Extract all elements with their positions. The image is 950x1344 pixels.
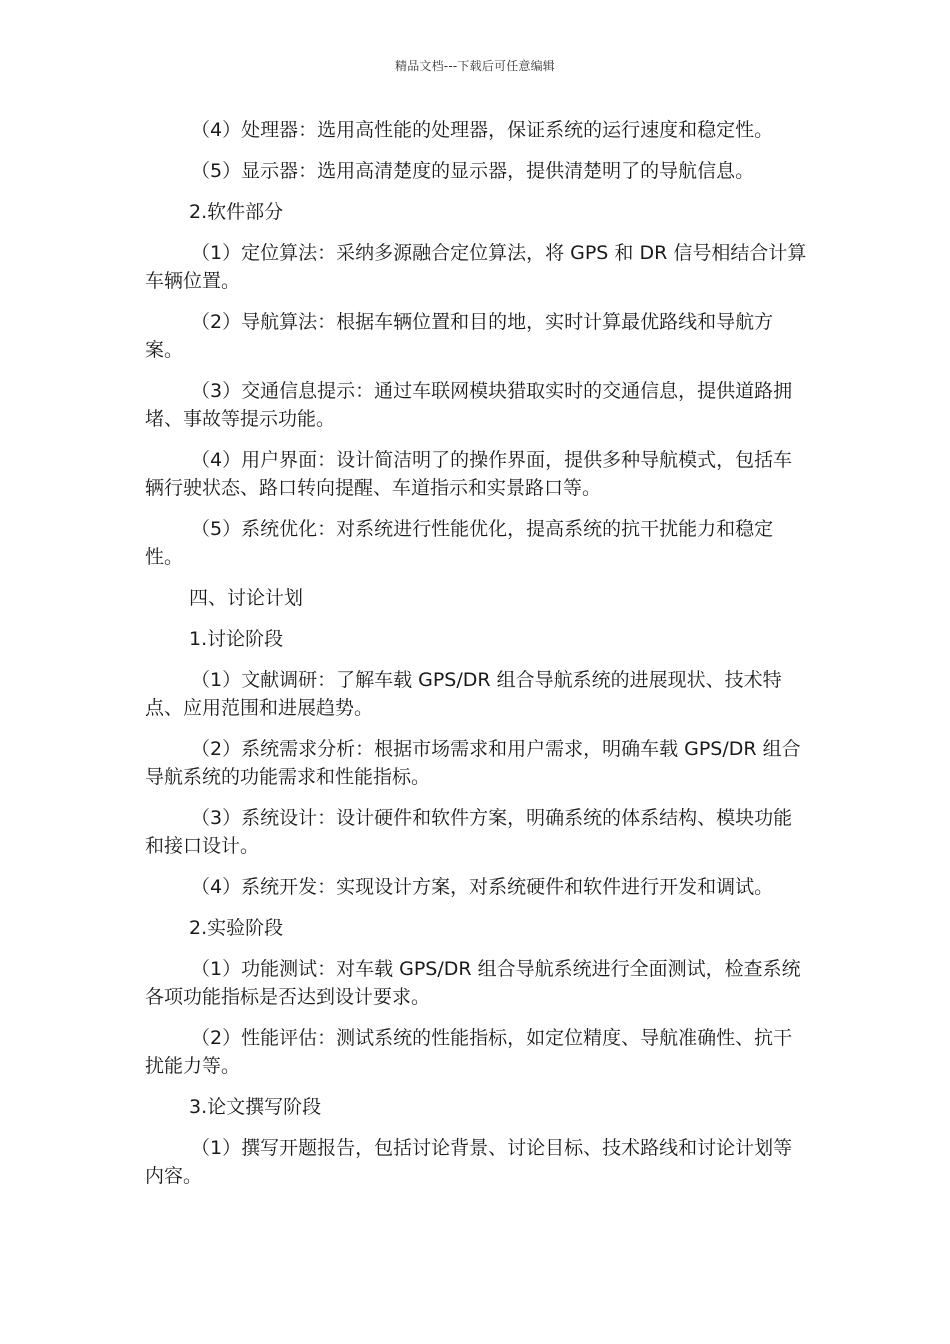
paragraph-requirements-analysis: （2）系统需求分析：根据市场需求和用户需求，明确车载 GPS/DR 组合导航系统的功能需求和性能指标。	[145, 738, 801, 788]
section-heading-thesis-stage: 3.论文撰写阶段	[189, 1096, 322, 1118]
paragraph-processor: （4）处理器：选用高性能的处理器，保证系统的运行速度和稳定性。	[191, 119, 774, 141]
paragraph-system-design: （3）系统设计：设计硬件和软件方案，明确系统的体系结构、模块功能和接口设计。	[145, 807, 793, 857]
section-heading-software: 2.软件部分	[189, 201, 284, 223]
section-heading-research-stage: 1.讨论阶段	[189, 628, 284, 650]
paragraph-function-testing: （1）功能测试：对车载 GPS/DR 组合导航系统进行全面测试，检查系统各项功能指标是否达到设计要求。	[145, 958, 801, 1008]
paragraph-system-development: （4）系统开发：实现设计方案，对系统硬件和软件进行开发和调试。	[191, 876, 774, 898]
section-heading-research-plan: 四、讨论计划	[189, 587, 304, 609]
document-body	[145, 116, 810, 1203]
paragraph-user-interface: （4）用户界面：设计简洁明了的操作界面，提供多种导航模式，包括车辆行驶状态、路口转向提醒、车道指示和实景路口等。	[145, 449, 793, 499]
page-header: 精品文档---下载后可任意编辑	[395, 59, 555, 73]
paragraph-navigation-algorithm: （2）导航算法：根据车辆位置和目的地，实时计算最优路线和导航方案。	[145, 311, 774, 361]
paragraph-traffic-info: （3）交通信息提示：通过车联网模块猎取实时的交通信息，提供道路拥堵、事故等提示功能。	[145, 380, 793, 430]
paragraph-proposal-report: （1）撰写开题报告，包括讨论背景、讨论目标、技术路线和讨论计划等内容。	[145, 1137, 793, 1187]
paragraph-positioning-algorithm: （1）定位算法：采纳多源融合定位算法，将 GPS 和 DR 信号相结合计算车辆位置。	[145, 242, 807, 292]
paragraph-performance-evaluation: （2）性能评估：测试系统的性能指标，如定位精度、导航准确性、抗干扰能力等。	[145, 1027, 793, 1077]
paragraph-literature-review: （1）文献调研：了解车载 GPS/DR 组合导航系统的进展现状、技术特点、应用范围和进展趋势。	[145, 669, 782, 719]
section-heading-experiment-stage: 2.实验阶段	[189, 917, 284, 939]
paragraph-display: （5）显示器：选用高清楚度的显示器，提供清楚明了的导航信息。	[191, 160, 755, 182]
paragraph-system-optimization: （5）系统优化：对系统进行性能优化，提高系统的抗干扰能力和稳定性。	[145, 518, 774, 568]
